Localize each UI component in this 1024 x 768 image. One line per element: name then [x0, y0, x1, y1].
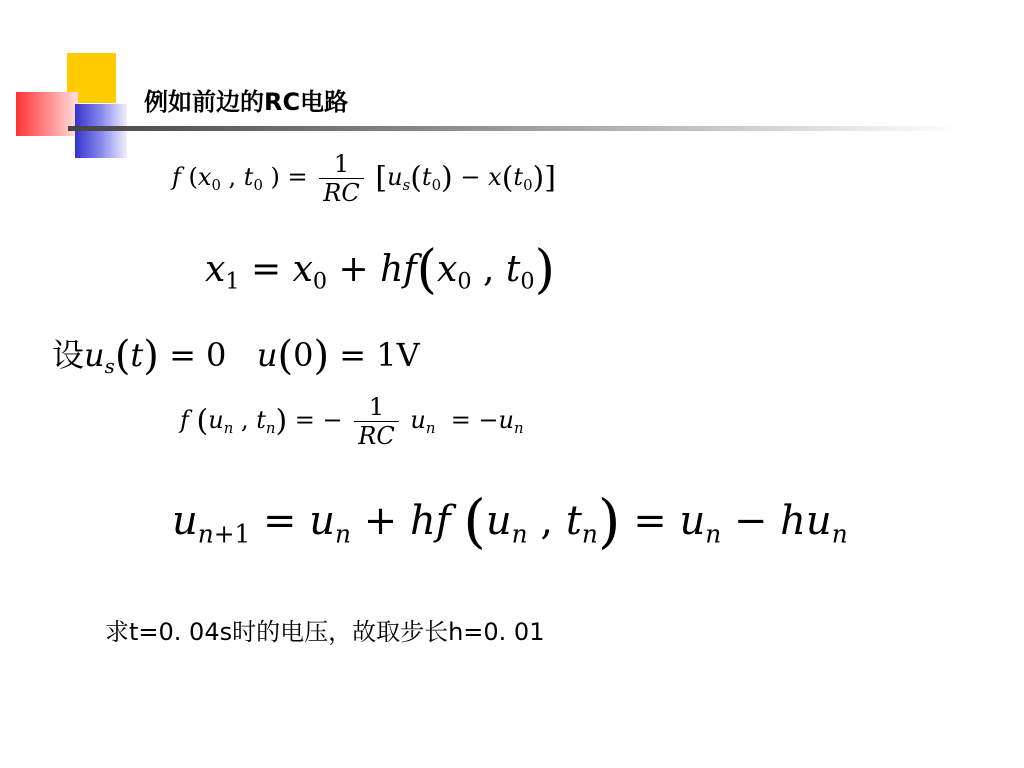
slide-title: 例如前边的RC电路: [144, 88, 349, 116]
eq4-lhs: f ($u_n$ , $t_n$) = −: [180, 403, 343, 439]
step-size-note: 求t=0. 04s时的电压，故取步长h=0. 01: [105, 618, 545, 646]
equation-recurrence: $u_{n+1} = u_n$ + hf ($u_n$ , $t_n) = u_n - hu_n$: [172, 487, 848, 555]
eq1-rhs: $[u_s(t_0) - x(t_0)]$: [375, 160, 556, 196]
eq4-fraction: [354, 393, 398, 450]
equation-x1: $x_1 = x_0 + hf(x_0$ , $t_0$): [205, 240, 555, 300]
eq4-rhs: $u_n = -u_n$: [410, 406, 524, 438]
eq3-prefix: 设: [52, 336, 85, 374]
eq1-lhs: f ($x_0$ , $t_0$ ) =: [172, 163, 308, 195]
eq1-fraction: [319, 150, 363, 207]
eq1-frac-den: RC: [323, 179, 360, 207]
equation-f-un: [180, 393, 524, 450]
eq4-frac-num: 1: [354, 393, 398, 422]
decor-blue-square: [75, 104, 127, 158]
eq1-frac-num: 1: [319, 150, 363, 179]
eq4-frac-den: RC: [358, 422, 395, 450]
equation-assumption: 设$u_s(t) = 0$ u(0) = 1V: [52, 333, 420, 380]
equation-f-initial: [172, 150, 556, 207]
title-underline: [68, 126, 958, 131]
